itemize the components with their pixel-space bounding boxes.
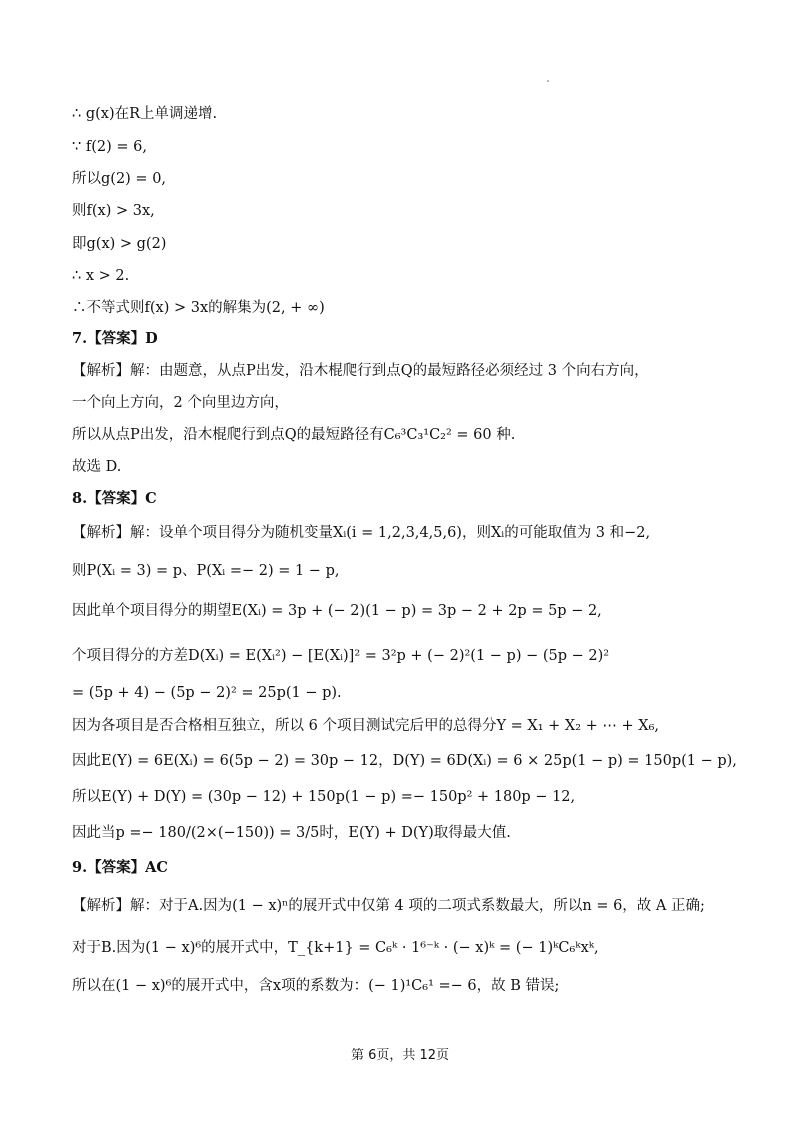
text-line: 【解析】解：由题意，从点P出发，沿木棍爬行到点Q的最短路径必须经过 3 个向右方向， xyxy=(72,363,649,379)
text-line: 所以E(Y) + D(Y) = (30p − 12) + 150p(1 − p) =− 150p² + 180p − 12, xyxy=(72,789,576,805)
text-line: 【解析】解：设单个项目得分为随机变量Xᵢ(i = 1,2,3,4,5,6)，则Xᵢ的可能取值为 3 和−2, xyxy=(72,525,651,541)
text-line: 一个向上方向，2 个向里边方向， xyxy=(72,395,289,411)
text-line: 则P(Xᵢ = 3) = p、P(Xᵢ =− 2) = 1 − p, xyxy=(72,563,340,579)
answer-heading: 8.【答案】C xyxy=(72,490,157,507)
text-line: 则f(x) > 3x, xyxy=(72,203,155,219)
text-line: 因此单个项目得分的期望E(Xᵢ) = 3p + (− 2)(1 − p) = 3p − 2 + 2p = 5p − 2, xyxy=(72,603,602,619)
text-line: 个项目得分的方差D(Xᵢ) = E(Xᵢ²) − [E(Xᵢ)]² = 3²p + (− 2)²(1 − p) − (5p − 2)² xyxy=(72,648,610,664)
text-line: ∴不等式则f(x) > 3x的解集为(2, + ∞) xyxy=(72,300,325,316)
page-speck xyxy=(547,80,549,82)
text-line: ∴ x > 2. xyxy=(72,268,130,284)
text-line: 所以从点P出发，沿木棍爬行到点Q的最短路径有C₆³C₃¹C₂² = 60 种. xyxy=(72,427,516,443)
text-line: 即g(x) > g(2) xyxy=(72,236,167,252)
text-line: 【解析】解：对于A.因为(1 − x)ⁿ的展开式中仅第 4 项的二项式系数最大，所以n = 6，故 A 正确; xyxy=(72,898,705,914)
text-line: ∵ f(2) = 6, xyxy=(72,139,147,155)
text-line: ∴ g(x)在R上单调递增. xyxy=(72,106,218,122)
text-line: 因为各项目是否合格相互独立，所以 6 个项目测试完后甲的总得分Y = X₁ + X₂ + ⋯ + X₆, xyxy=(72,718,659,734)
text-line: 所以g(2) = 0, xyxy=(72,171,167,187)
text-line: 因此E(Y) = 6E(Xᵢ) = 6(5p − 2) = 30p − 12，D(Y) = 6D(Xᵢ) = 6 × 25p(1 − p) = 150p(1 − p), xyxy=(72,753,737,769)
text-line: 对于B.因为(1 − x)⁶的展开式中，T_{k+1} = C₆ᵏ · 1⁶⁻ᵏ · (− x)ᵏ = (− 1)ᵏC₆ᵏxᵏ, xyxy=(72,940,599,956)
answer-heading: 9.【答案】AC xyxy=(72,859,168,876)
text-line: 故选 D. xyxy=(72,459,122,475)
answer-heading: 7.【答案】D xyxy=(72,330,158,347)
page-footer: 第 6页，共 12页 xyxy=(350,1048,450,1063)
text-line: 因此当p =− 180/(2×(−150)) = 3/5时，E(Y) + D(Y)取得最大值. xyxy=(72,825,511,841)
text-line: 所以在(1 − x)⁶的展开式中，含x项的系数为：(− 1)¹C₆¹ =− 6，故 B 错误; xyxy=(72,978,560,994)
text-line: = (5p + 4) − (5p − 2)² = 25p(1 − p). xyxy=(72,685,342,701)
